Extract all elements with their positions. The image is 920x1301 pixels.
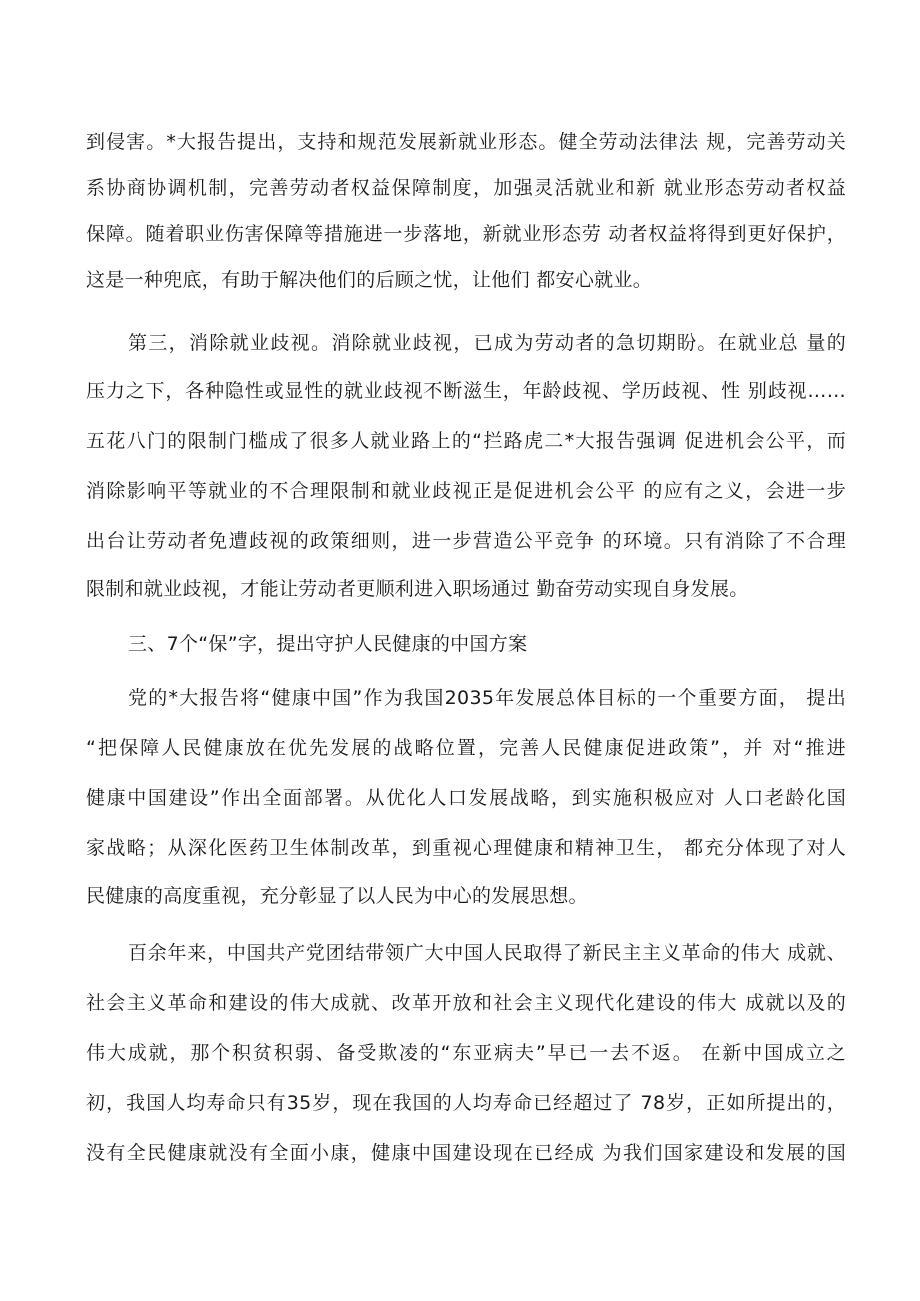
text-line: 限制和就业歧视，才能让劳动者更顺利进入职场通过 勤奋劳动实现自身发展。 [86,578,749,600]
text-line: 健康中国建设”作出全面部署。从优化人口发展战略，到实施积极应对 人口老龄化国 [86,787,846,809]
text-line: 民健康的高度重视，充分彰显了以人民为中心的发展思想。 [86,885,588,907]
text-line: 第三，消除就业歧视。消除就业歧视，已成为劳动者的急切期盼。在就业总 量的 [128,332,846,354]
text-line: 压力之下，各种隐性或显性的就业歧视不断滋生，年龄歧视、学历歧视、性 别歧视…… [86,380,846,402]
text-line: 这是一种兜底，有助于解决他们的后顾之忧，让他们 都安心就业。 [86,269,653,291]
text-line: 初，我国人均寿命只有35岁，现在我国的人均寿命已经超过了 78岁，正如所提出的， [86,1092,846,1114]
text-line: 消除影响平等就业的不合理限制和就业歧视正是促进机会公平 的应有之义，会进一步 [86,480,846,502]
text-line: 没有全民健康就没有全面小康，健康中国建设现在已经成 为我们国家建设和发展的国 [86,1142,846,1164]
text-line: 系协商协调机制，完善劳动者权益保障制度，加强灵活就业和新 就业形态劳动者权益 [86,177,846,199]
text-line: 社会主义革命和建设的伟大成就、改革开放和社会主义现代化建设的伟大 成就以及的 [86,992,846,1014]
text-line: 出台让劳动者免遭歧视的政策细则，进一步营造公平竞争 的环境。只有消除了不合理 [86,530,846,552]
text-line: 伟大成就，那个积贫积弱、备受欺凌的“东亚病夫”早已一去不返。 在新中国成立之 [86,1042,846,1064]
text-line: 党的*大报告将“健康中国”作为我国2035年发展总体目标的一个重要方面， 提出 [128,687,846,709]
text-line: 到侵害。*大报告提出，支持和规范发展新就业形态。健全劳动法律法 规，完善劳动关 [86,131,846,153]
text-line: “把保障人民健康放在优先发展的战略位置，完善人民健康促进政策”，并 对“推进 [86,737,846,759]
text-line: 五花八门的限制门槛成了很多人就业路上的“拦路虎二*大报告强调 促进机会公平，而 [86,430,846,452]
text-line: 家战略；从深化医药卫生体制改革，到重视心理健康和精神卫生， 都充分体现了对人 [86,837,846,859]
section-heading: 三、7个“保”字，提出守护人民健康的中国方案 [128,633,528,655]
text-line: 百余年来，中国共产党团结带领广大中国人民取得了新民主主义革命的伟大 成就、 [128,942,846,964]
text-line: 保障。随着职业伤害保障等措施进一步落地，新就业形态劳 动者权益将得到更好保护， [86,223,846,245]
